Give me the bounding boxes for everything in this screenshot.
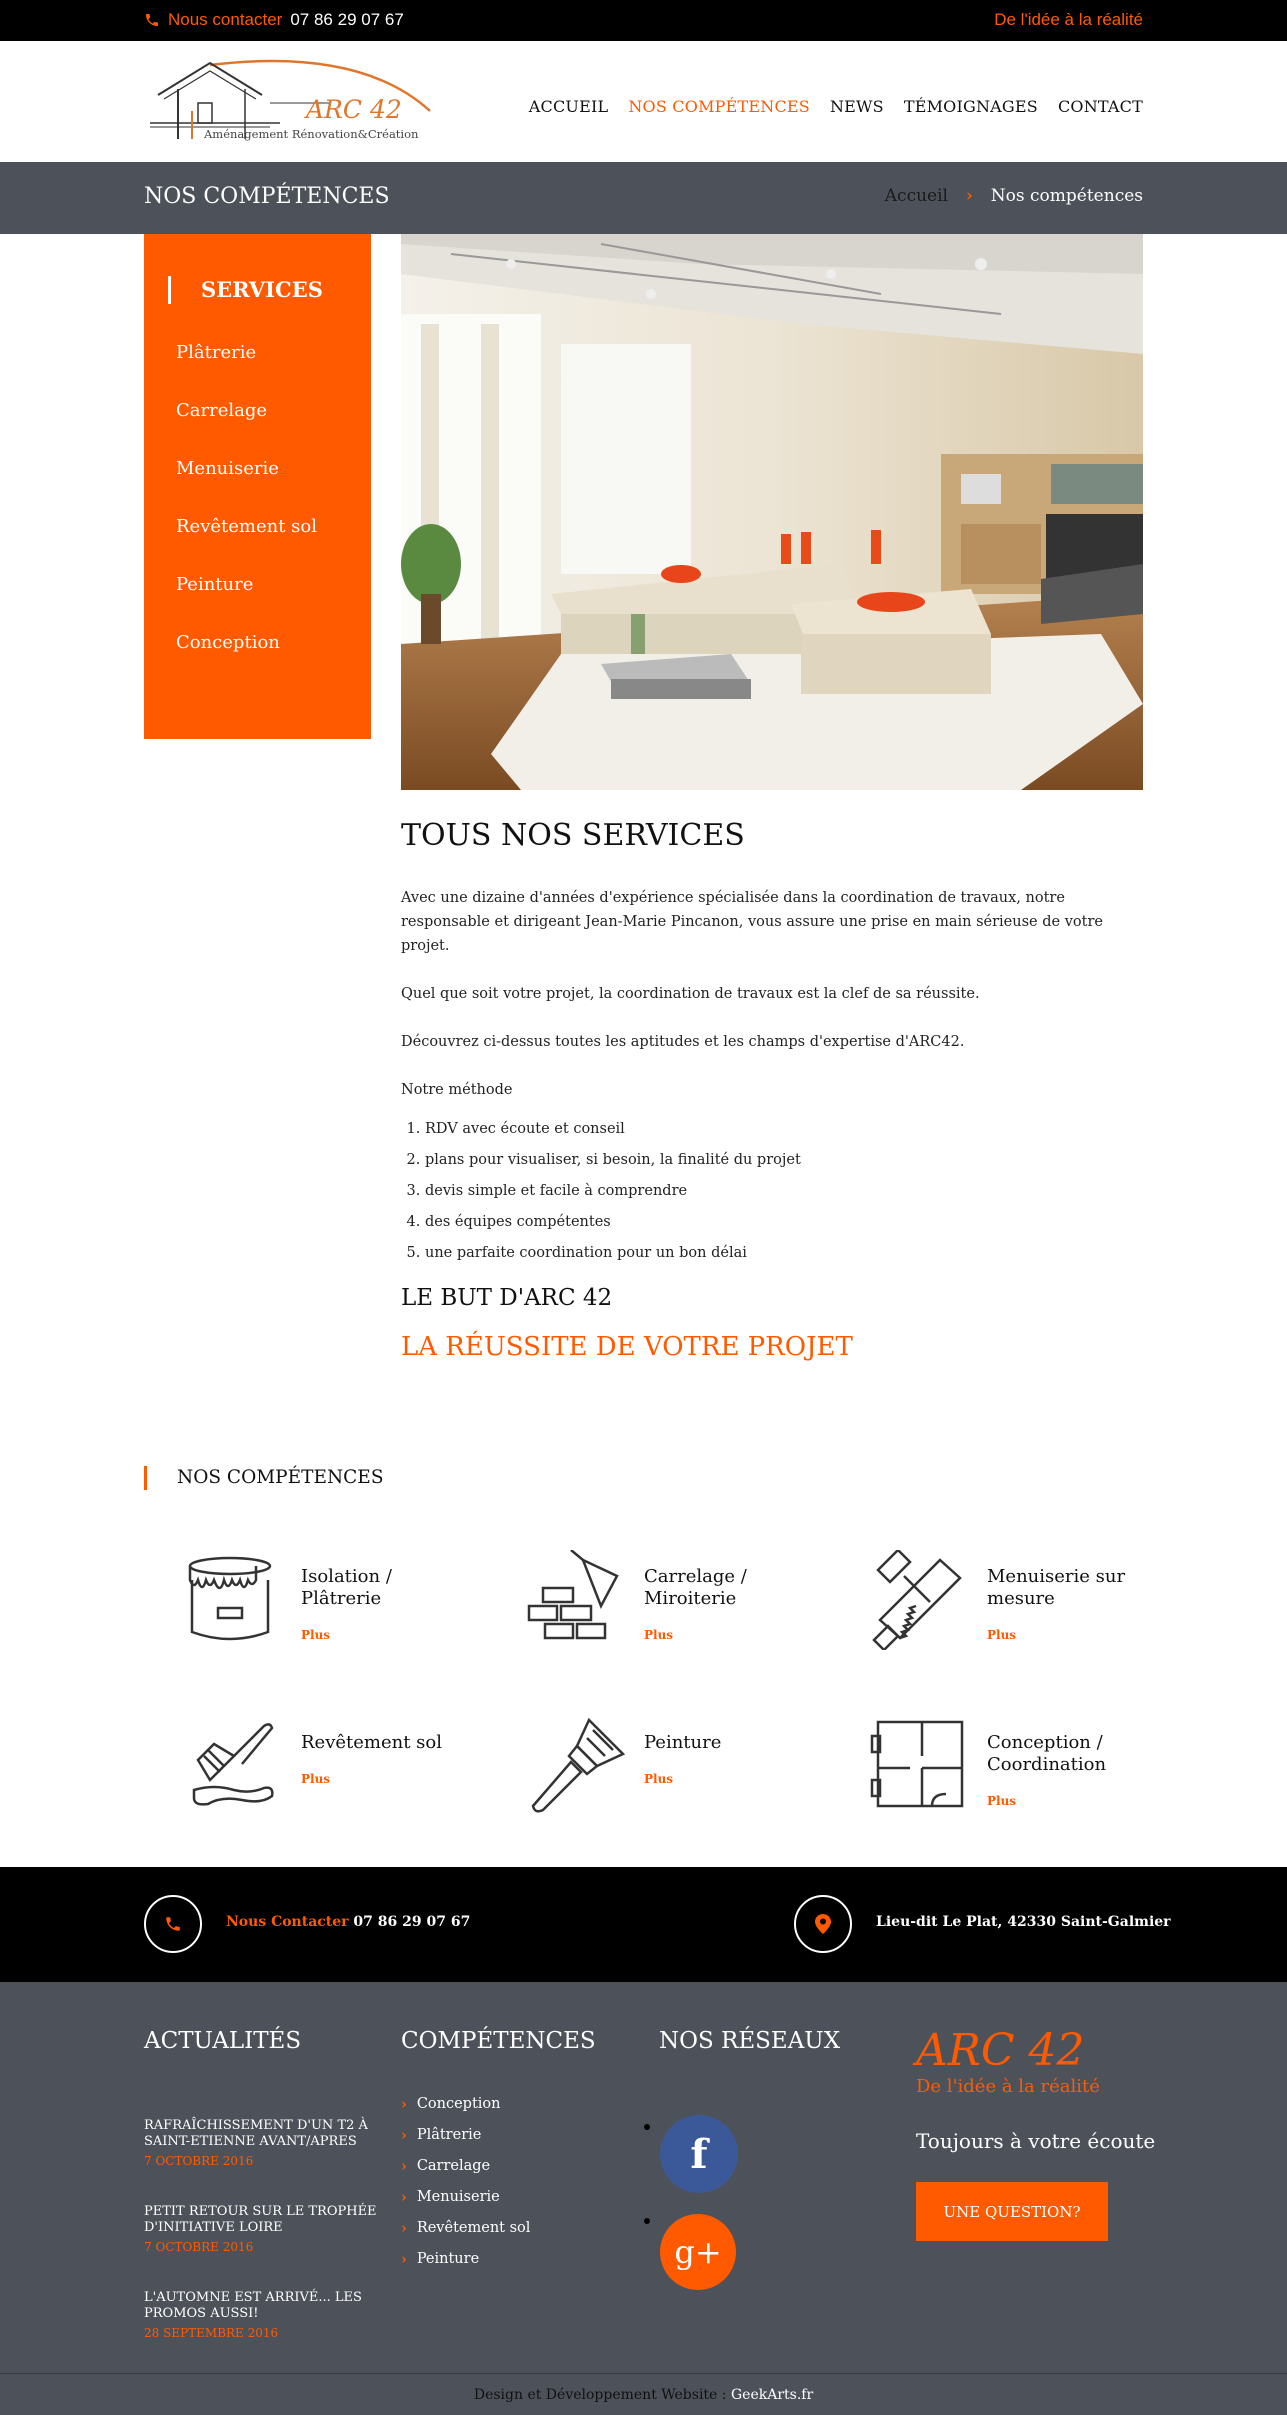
footer-link[interactable] xyxy=(401,2158,596,2189)
map-pin-icon xyxy=(815,1914,831,1934)
top-slogan: De l'idée à la réalité xyxy=(994,10,1143,29)
paint-bucket-icon xyxy=(184,1550,284,1650)
chevron-right-icon: › xyxy=(401,2158,407,2175)
footer-link[interactable] xyxy=(401,2251,596,2282)
google-plus-icon[interactable]: g+ xyxy=(660,2214,736,2290)
phone-circle[interactable] xyxy=(144,1895,202,1953)
logo-tagline: Aménagement Rénovation&Création xyxy=(204,127,419,141)
competences-heading: NOS COMPÉTENCES xyxy=(144,1466,384,1490)
footer-link[interactable] xyxy=(401,2127,596,2158)
contact-bar xyxy=(0,1867,1287,1982)
competence-more-link[interactable]: Plus xyxy=(301,1628,331,1642)
competence-card[interactable] xyxy=(830,1716,1150,1826)
floor-plan-icon xyxy=(870,1716,970,1816)
news-title: L'AUTOMNE EST ARRIVÉ... LES PROMOS AUSSI! xyxy=(144,2290,362,2321)
living-room-photo xyxy=(401,234,1143,790)
question-button[interactable]: UNE QUESTION? xyxy=(916,2182,1108,2241)
phone-icon xyxy=(144,12,160,28)
footer-competences-column xyxy=(401,2028,596,2282)
method-step: 2. plans pour visualiser, si besoin, la finalité du projet xyxy=(425,1145,1143,1176)
footer-link-label: Revêtement sol xyxy=(416,2220,531,2236)
logo[interactable] xyxy=(150,53,450,153)
footer-social-column xyxy=(659,2028,840,2054)
article-title: TOUS NOS SERVICES xyxy=(401,818,745,853)
contact-address: Lieu-dit Le Plat, 42330 Saint-Galmier xyxy=(876,1914,1171,1930)
news-date: 28 SEPTEMBRE 2016 xyxy=(144,2326,279,2340)
main-nav xyxy=(529,97,1143,116)
news-date: 7 OCTOBRE 2016 xyxy=(144,2154,254,2168)
saw-hammer-icon xyxy=(870,1550,970,1650)
facebook-icon[interactable]: f xyxy=(660,2115,738,2193)
competence-card[interactable] xyxy=(830,1550,1150,1660)
sidebar-item-revetement[interactable]: Revêtement sol xyxy=(176,516,318,537)
competence-name: Revêtement sol xyxy=(301,1732,443,1753)
header xyxy=(0,41,1287,162)
sidebar-heading: SERVICES xyxy=(168,276,323,304)
footer-link-label: Carrelage xyxy=(416,2158,491,2174)
breadcrumb-current: Nos compétences xyxy=(990,186,1143,206)
competence-more-link[interactable]: Plus xyxy=(644,1628,674,1642)
list-bullet xyxy=(644,2218,650,2224)
goal-label: LE BUT D'ARC 42 xyxy=(401,1285,613,1311)
contact-label: Nous contacter xyxy=(168,10,283,29)
contact-phone-number: 07 86 29 07 67 xyxy=(353,1914,471,1930)
method-label: Notre méthode xyxy=(401,1082,513,1098)
paint-brush-icon xyxy=(527,1716,627,1816)
chevron-right-icon: › xyxy=(401,2251,407,2268)
chevron-right-icon: › xyxy=(401,2189,407,2206)
footer-link[interactable] xyxy=(401,2220,596,2251)
logo-name: ARC 42 xyxy=(306,95,402,124)
nav-temoignages[interactable]: TÉMOIGNAGES xyxy=(903,97,1038,116)
competence-card[interactable] xyxy=(487,1550,807,1660)
article-paragraph: Avec une dizaine d'années d'expérience spécialisée dans la coordination de travaux, notre responsable et dirigeant Jean-Marie Pincanon, vous assure une prise en main sérieuse de votre projet. xyxy=(401,890,1103,954)
footer-brand-name: ARC 42 xyxy=(916,2025,1085,2076)
page-title-bar xyxy=(0,162,1287,234)
top-bar xyxy=(0,0,1287,41)
footer-brand-slogan: De l'idée à la réalité xyxy=(916,2076,1100,2097)
agency-link[interactable]: GeekArts.fr xyxy=(730,2387,814,2403)
footer xyxy=(0,1982,1287,2415)
sidebar-item-platrerie[interactable]: Plâtrerie xyxy=(176,342,257,363)
contact-label: Nous Contacter xyxy=(226,1914,349,1930)
news-item[interactable] xyxy=(144,2204,379,2254)
nav-accueil[interactable]: ACCUEIL xyxy=(528,97,609,116)
contact-phone[interactable] xyxy=(226,1914,470,1930)
nav-news[interactable]: NEWS xyxy=(829,97,884,116)
footer-competences-title: COMPÉTENCES xyxy=(401,2028,596,2054)
nav-competences[interactable]: NOS COMPÉTENCES xyxy=(628,97,810,116)
footer-social-title: NOS RÉSEAUX xyxy=(659,2028,841,2054)
method-list xyxy=(401,1114,1143,1269)
footer-brand xyxy=(916,2025,1156,2241)
method-step: 5. une parfaite coordination pour un bon délai xyxy=(425,1238,1143,1269)
footer-link[interactable] xyxy=(401,2096,596,2127)
news-title: RAFRAÎCHISSEMENT D'UN T2 À SAINT-ETIENNE AVANT/APRES xyxy=(144,2118,368,2149)
page-title: NOS COMPÉTENCES xyxy=(144,184,390,209)
competence-more-link[interactable]: Plus xyxy=(644,1772,674,1786)
phone-icon xyxy=(164,1915,182,1933)
method-step: 1. RDV avec écoute et conseil xyxy=(425,1114,1143,1145)
article-paragraph: Quel que soit votre projet, la coordination de travaux est la clef de sa réussite. xyxy=(401,986,980,1002)
chevron-right-icon: › xyxy=(401,2220,407,2237)
copyright xyxy=(0,2373,1287,2415)
list-bullet xyxy=(644,2124,650,2130)
footer-link-label: Peinture xyxy=(416,2251,480,2267)
goal-headline: LA RÉUSSITE DE VOTRE PROJET xyxy=(401,1332,853,1362)
competence-more-link[interactable]: Plus xyxy=(301,1772,331,1786)
competence-name: Peinture xyxy=(644,1732,722,1753)
method-step: 3. devis simple et facile à comprendre xyxy=(425,1176,1143,1207)
brush-spill-icon xyxy=(184,1716,284,1816)
competence-name: Isolation / Plâtrerie xyxy=(301,1566,392,1609)
news-item[interactable] xyxy=(144,2118,379,2168)
chevron-right-icon: › xyxy=(401,2127,407,2144)
location-circle[interactable] xyxy=(794,1895,852,1953)
competence-more-link[interactable]: Plus xyxy=(987,1794,1017,1808)
footer-listen: Toujours à votre écoute xyxy=(916,2129,1156,2153)
competence-card[interactable] xyxy=(144,1716,464,1826)
news-item[interactable] xyxy=(144,2290,379,2340)
footer-link[interactable] xyxy=(401,2189,596,2220)
top-phone[interactable] xyxy=(144,10,404,30)
sidebar-item-carrelage[interactable]: Carrelage xyxy=(176,400,268,421)
competence-more-link[interactable]: Plus xyxy=(987,1628,1017,1642)
competence-card[interactable] xyxy=(487,1716,807,1826)
breadcrumb-home[interactable]: Accueil xyxy=(884,186,948,206)
sidebar-item-conception[interactable]: Conception xyxy=(176,632,280,653)
competence-card[interactable] xyxy=(144,1550,464,1660)
footer-link-label: Plâtrerie xyxy=(416,2127,482,2143)
method-step: 4. des équipes compétentes xyxy=(425,1207,1143,1238)
footer-link-label: Conception xyxy=(416,2096,501,2112)
competence-name: Menuiserie sur mesure xyxy=(987,1566,1126,1609)
sidebar-item-menuiserie[interactable]: Menuiserie xyxy=(176,458,279,479)
phone-number: 07 86 29 07 67 xyxy=(290,10,404,29)
article xyxy=(401,818,1143,1362)
chevron-right-icon: › xyxy=(401,2096,407,2113)
news-date: 7 OCTOBRE 2016 xyxy=(144,2240,254,2254)
nav-contact[interactable]: CONTACT xyxy=(1057,97,1143,116)
bricks-trowel-icon xyxy=(527,1550,627,1650)
sidebar-item-peinture[interactable]: Peinture xyxy=(176,574,254,595)
competence-name: Carrelage / Miroiterie xyxy=(644,1566,747,1609)
footer-news-column xyxy=(144,2028,377,2340)
footer-link-label: Menuiserie xyxy=(416,2189,500,2205)
footer-news-title: ACTUALITÉS xyxy=(144,2028,302,2054)
news-title: PETIT RETOUR SUR LE TROPHÉE D'INITIATIVE LOIRE xyxy=(144,2204,377,2235)
breadcrumb-separator: › xyxy=(965,186,973,206)
breadcrumb xyxy=(885,186,1143,206)
services-sidebar xyxy=(144,234,371,739)
article-paragraph: Découvrez ci-dessus toutes les aptitudes et les champs d'expertise d'ARC42. xyxy=(401,1034,965,1050)
copyright-text: Design et Développement Website : xyxy=(473,2387,727,2403)
competence-name: Conception / Coordination xyxy=(987,1732,1107,1775)
